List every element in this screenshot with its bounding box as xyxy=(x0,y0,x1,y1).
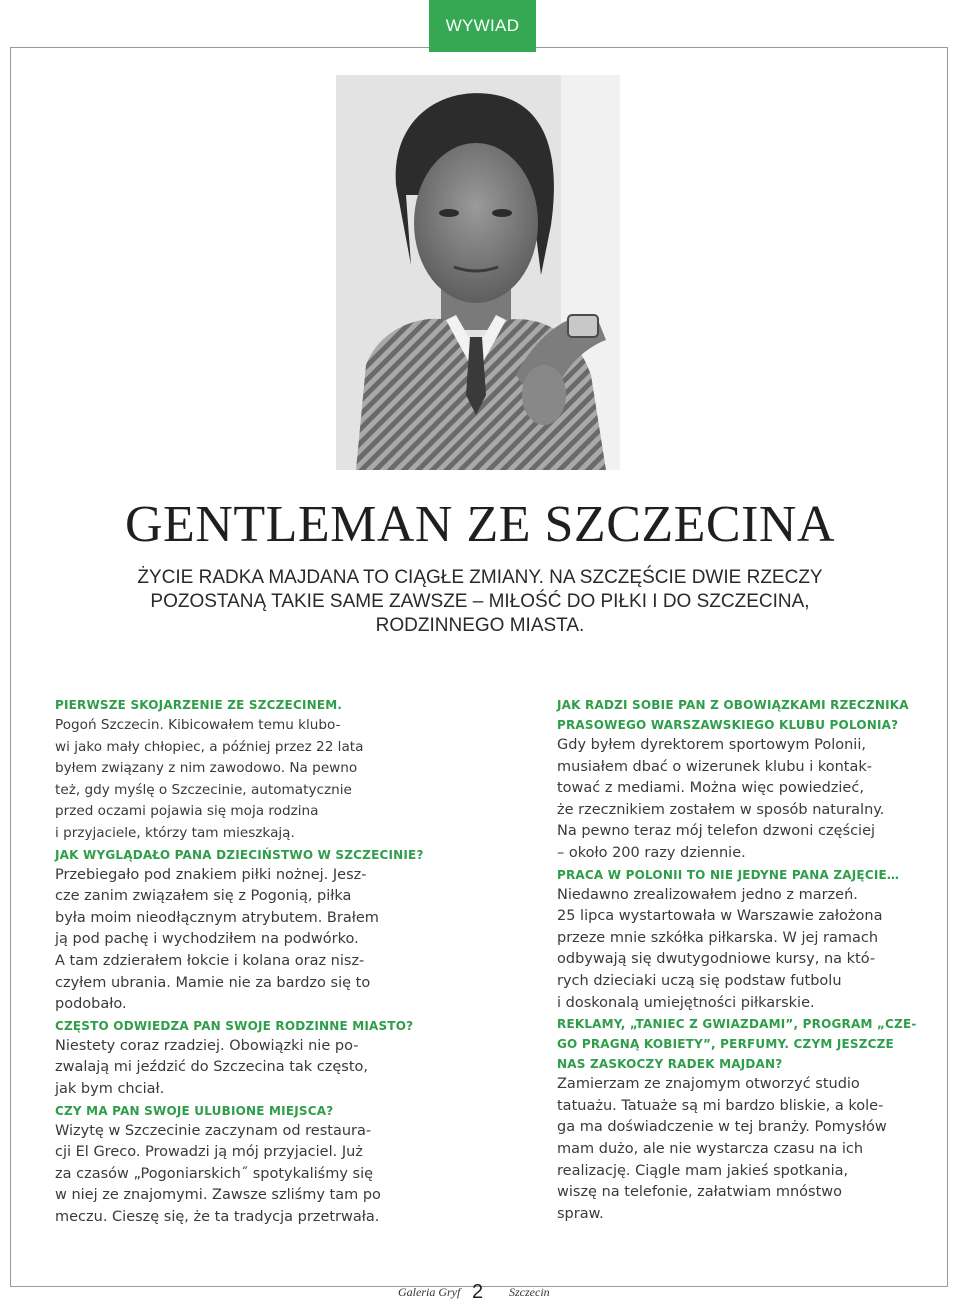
page-footer xyxy=(0,1283,960,1303)
lead-line: RODZINNEGO MIASTA. xyxy=(375,615,585,636)
interview-answer-line: Pogoń Szczecin. Kibicowałem temu klubo- xyxy=(55,717,341,733)
interview-answer-line: i doskonalą umiejętności piłkarskie. xyxy=(557,994,815,1011)
interview-answer-line: przeze mnie szkółka piłkarska. W jej ramach xyxy=(557,929,879,946)
interview-answer-line: spraw. xyxy=(557,1205,604,1222)
interview-question-line: NAS ZASKOCZY RADEK MAJDAN? xyxy=(557,1057,783,1072)
left-column xyxy=(55,695,424,1228)
interview-question-line: CZĘSTO ODWIEDZA PAN SWOJE RODZINNE MIASTO? xyxy=(55,1018,414,1033)
interview-answer-line: mam dużo, ale nie wystarcza czasu na ich xyxy=(557,1140,864,1157)
footer-magazine-name: Galeria Gryf xyxy=(398,1285,461,1299)
interview-answer-line: musiałem dbać o wizerunek klubu i kontak- xyxy=(557,758,872,775)
article-headline: GENTLEMAN ZE SZCZECINA xyxy=(124,496,836,553)
interview-answer-line: była moim nieodłącznym atrybutem. Brałem xyxy=(55,909,379,926)
interview-question-line: CZY MA PAN SWOJE ULUBIONE MIEJSCA? xyxy=(55,1103,334,1118)
interview-answer-line: i przyjaciele, którzy tam mieszkają. xyxy=(55,824,295,841)
interview-question-line: JAK RADZI SOBIE PAN Z OBOWIĄZKAMI RZECZNIKA xyxy=(557,698,909,712)
interview-answer-line: Niestety coraz rzadziej. Obowiązki nie po- xyxy=(55,1037,359,1054)
interview-answer-line: byłem związany z nim zawodowo. Na pewno xyxy=(55,760,358,777)
section-tab: WYWIAD xyxy=(429,0,536,52)
interview-answer-line: cze zanim związałem się z Pogonią, piłka xyxy=(55,888,352,905)
interview-answer-line: Wizytę w Szczecinie zaczynam od restaura- xyxy=(55,1122,372,1139)
footer-city: Szczecin xyxy=(509,1285,550,1299)
interview-question-line: JAK WYGLĄDAŁO PANA DZIECIŃSTWO W SZCZECINIE? xyxy=(55,847,424,862)
interview-answer-line: Przebiegało pod znakiem piłki nożnej. Jesz- xyxy=(55,866,367,883)
interview-answer-line: czyłem ubrania. Mamie nie za bardzo się to xyxy=(55,974,371,991)
interview-question-line: PIERWSZE SKOJARZENIE ZE SZCZECINEM. xyxy=(55,698,343,712)
interview-answer-line: tatuażu. Tatuaże są mi bardzo bliskie, a kole- xyxy=(557,1097,884,1114)
interview-answer-line: w niej ze znajomymi. Zawsze szliśmy tam po xyxy=(55,1187,381,1204)
interview-answer-line: 25 lipca wystartowała w Warszawie założona xyxy=(557,908,883,925)
interview-answer-line: Gdy byłem dyrektorem sportowym Polonii, xyxy=(557,737,866,753)
lead-line: ŻYCIE RADKA MAJDANA TO CIĄGŁE ZMIANY. NA SZCZĘŚCIE DWIE RZECZY xyxy=(137,567,823,588)
interview-answer-line: za czasów „Pogoniarskich˝ spotykaliśmy się xyxy=(55,1165,374,1182)
interview-answer-line: Na pewno teraz mój telefon dzwoni częściej xyxy=(557,823,876,840)
interview-answer-line: tować z mediami. Można więc powiedzieć, xyxy=(557,780,864,797)
interview-answer-line: że rzecznikiem zostałem w sposób naturalny. xyxy=(557,801,885,818)
interview-answer-line: ga ma doświadczenie w tej branży. Pomysłów xyxy=(557,1119,887,1136)
interview-answer-line: wiszę na telefonie, załatwiam mnóstwo xyxy=(557,1184,843,1201)
interview-answer-line: – około 200 razy dziennie. xyxy=(557,844,746,861)
interview-answer-line: Niedawno zrealizowałem jedno z marzeń. xyxy=(557,886,858,903)
interview-answer-line: wi jako mały chłopiec, a później przez 22 lata xyxy=(55,738,364,755)
interview-answer-line: A tam zdzierałem łokcie i kolana oraz nisz- xyxy=(55,952,365,969)
interview-answer-line: odbywają się dwutygodniowe kursy, na któ- xyxy=(557,951,876,968)
article-lead xyxy=(60,566,900,638)
interview-answer-line: podobało. xyxy=(55,996,127,1013)
interview-answer-line: ją pod pachę i wychodziłem na podwórko. xyxy=(55,931,359,948)
interview-question-line: PRASOWEGO WARSZAWSKIEGO KLUBU POLONIA? xyxy=(557,718,899,732)
interview-answer-line: rych dzieciaki uczą się podstaw futbolu xyxy=(557,972,842,989)
interview-question-line: GO PRAGNĄ KOBIETY”, PERFUMY. CZYM JESZCZE xyxy=(557,1037,894,1052)
interview-answer-line: Zamierzam ze znajomym otworzyć studio xyxy=(557,1076,860,1093)
interview-question-line: REKLAMY, „TANIEC Z GWIAZDAMI”, PROGRAM „CZE- xyxy=(557,1017,917,1032)
portrait-photo xyxy=(336,75,620,470)
interview-answer-line: jak bym chciał. xyxy=(55,1080,165,1097)
interview-answer-line: zwalają mi jeździć do Szczecina tak często, xyxy=(55,1059,369,1076)
interview-answer-line: cji El Greco. Prowadzi ją mój przyjaciel. Już xyxy=(55,1144,363,1161)
interview-answer-line: przed oczami pojawia się moja rodzina xyxy=(55,803,319,820)
portrait-illustration xyxy=(336,75,620,470)
interview-answer-line: realizację. Ciągle mam jakieś spotkania, xyxy=(557,1162,849,1179)
lead-line: POZOSTANĄ TAKIE SAME ZAWSZE – MIŁOŚĆ DO PIŁKI I DO SZCZECINA, xyxy=(150,591,810,612)
interview-answer-line: meczu. Cieszę się, że ta tradycja przetrwała. xyxy=(55,1208,380,1225)
interview-answer-line: też, gdy myślę o Szczecinie, automatycznie xyxy=(55,781,352,798)
interview-question-line: PRACA W POLONII TO NIE JEDYNE PANA ZAJĘCIE… xyxy=(557,867,900,882)
right-column xyxy=(557,695,917,1225)
page-number: 2 xyxy=(472,1281,484,1303)
